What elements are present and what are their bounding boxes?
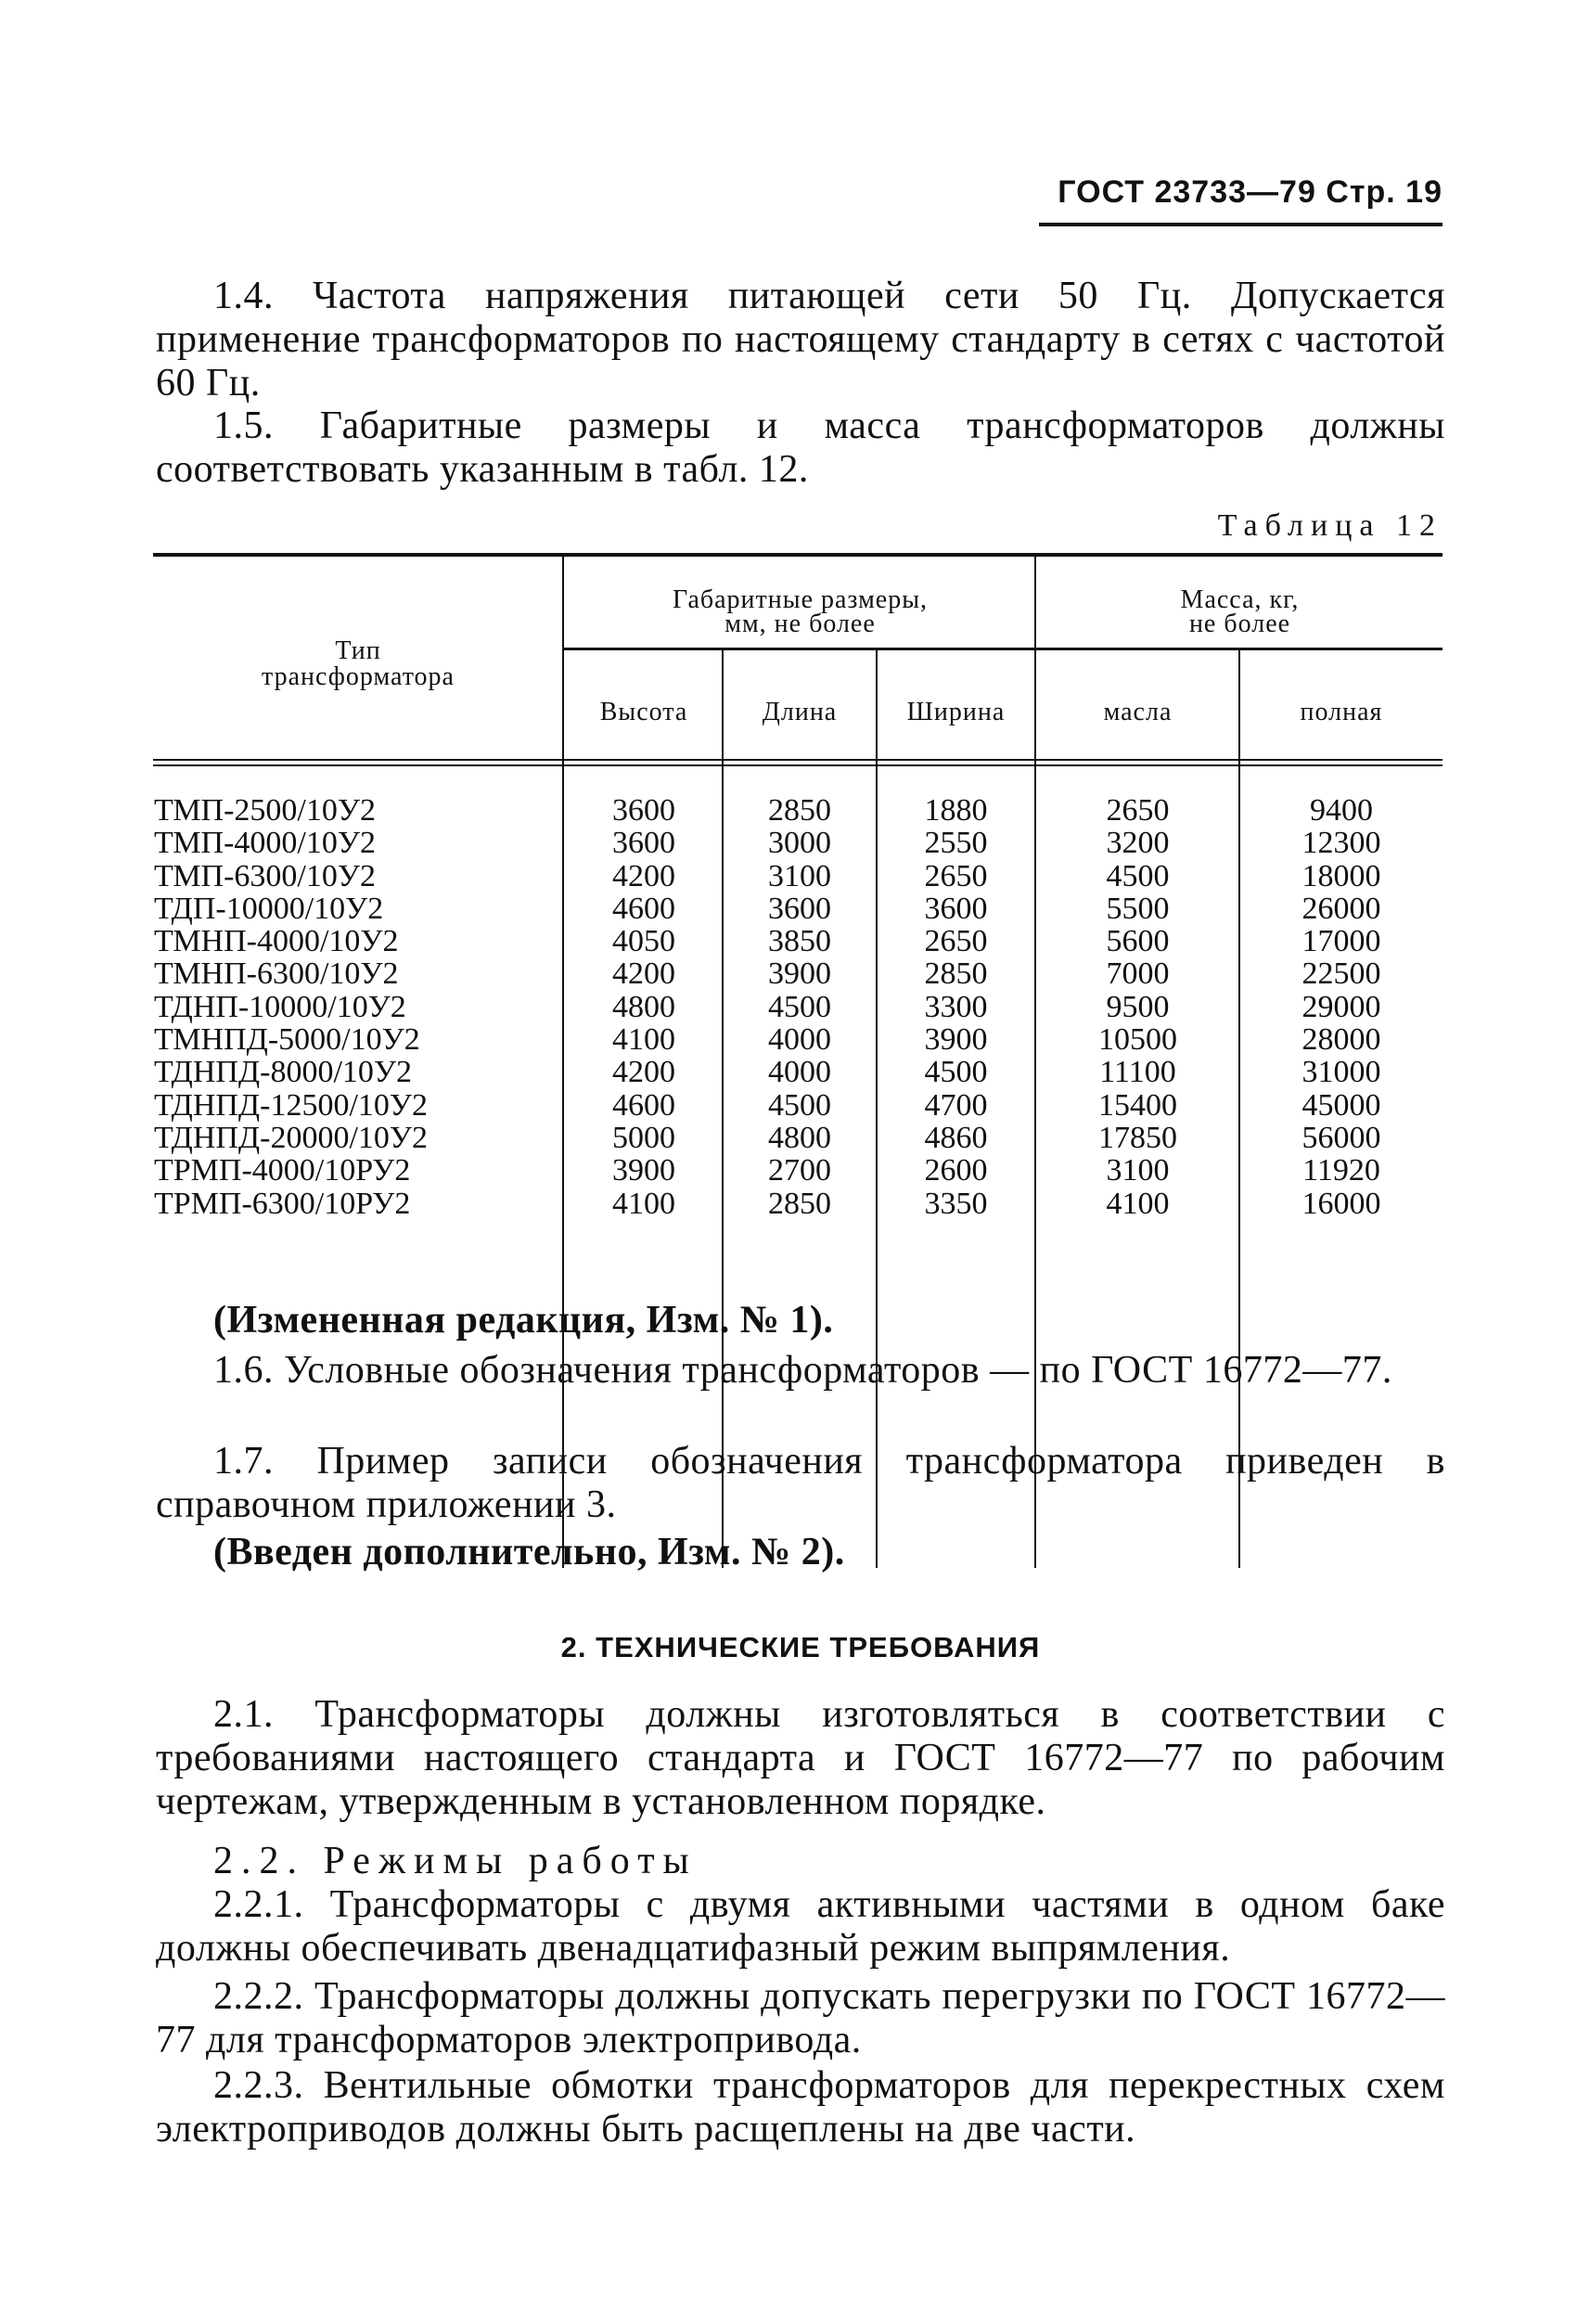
table-cell-value: 3600 [612,826,675,861]
table-cell-value: 4600 [612,1087,675,1123]
table-column-length [724,794,876,1220]
table-cell-value: 11100 [1099,1055,1176,1090]
table-cell-value: 17000 [1301,924,1381,959]
table-cell-value: 4000 [768,1022,831,1058]
table-cell-value: 4100 [612,1022,675,1058]
th-width: Ширина [906,698,1006,726]
table-cell-value: 7000 [1106,957,1170,992]
paragraph-2-1: 2.1. Трансформаторы должны изготовляться в соответствии с требованиями настоящего стандарта и ГОСТ 16772—77 по рабочим чертежам, утвержденным в установленном порядке. [156,1693,1445,1823]
table-cell-value: 3600 [768,891,831,926]
table-cell-value: 3600 [612,793,675,828]
table-cell-value: 2600 [924,1153,988,1188]
table-cell-type: ТДП-10000/10У2 [154,891,384,926]
table-cell-value: 2850 [924,957,988,992]
table-cell-value: 3350 [924,1186,988,1221]
table-cell-value: 11920 [1302,1153,1380,1188]
table-cell-value: 2650 [924,924,988,959]
table-cell-type: ТМП-2500/10У2 [154,793,376,828]
edit-note-1: (Измененная редакция, Изм. № 1). [213,1299,834,1342]
table-header-bottom-rule-1 [153,759,1442,761]
th-oil: масла [1103,698,1173,726]
table-header-split-rule [564,648,1442,650]
table-cell-value: 3000 [768,826,831,861]
th-mass-line1: Масса, кг, [1180,585,1300,614]
table-cell-type: ТМНП-6300/10У2 [154,957,399,992]
table-cell-value: 10500 [1098,1022,1177,1058]
table-cell-value: 16000 [1301,1186,1381,1221]
table-cell-type: ТДНПД-20000/10У2 [154,1120,428,1155]
table-cell-value: 4700 [924,1087,988,1123]
table-cell-value: 4600 [612,891,675,926]
table-cell-value: 17850 [1098,1120,1177,1155]
table-cell-value: 12300 [1301,826,1381,861]
paragraph-2-2-2: 2.2.2. Трансформаторы должны допускать перегрузки по ГОСТ 16772—77 для трансформаторов электропривода. [156,1975,1445,2061]
table-cell-value: 3300 [924,989,988,1024]
table-cell-value: 22500 [1301,957,1381,992]
paragraph-1-7: 1.7. Пример записи обозначения трансформатора приведен в справочном приложении 3. [156,1440,1445,1526]
th-dims-line2: мм, не более [724,610,876,638]
table-cell-value: 4100 [1106,1186,1170,1221]
table-cell-type: ТМП-6300/10У2 [154,858,376,893]
table-cell-value: 4100 [612,1186,675,1221]
table-cell-value: 15400 [1098,1087,1177,1123]
table-column-total-mass [1240,794,1442,1220]
table-cell-value: 1880 [924,793,988,828]
table-cell-value: 3900 [768,957,831,992]
table-cell-value: 4050 [612,924,675,959]
table-cell-value: 4200 [612,1055,675,1090]
table-cell-value: 9400 [1310,793,1373,828]
table-cell-value: 4200 [612,957,675,992]
table-cell-value: 26000 [1301,891,1381,926]
paragraph-2-2-3: 2.2.3. Вентильные обмотки трансформаторов для перекрестных схем электроприводов должны быть расщеплены на две части. [156,2064,1445,2151]
table-cell-value: 2550 [924,826,988,861]
table-column-height [566,794,722,1220]
table-cell-value: 2700 [768,1153,831,1188]
paragraph-1-5: 1.5. Габаритные размеры и масса трансформаторов должны соответствовать указанным в табл. 12. [156,404,1445,491]
paragraph-1-4: 1.4. Частота напряжения питающей сети 50 Гц. Допускается применение трансформаторов по настоящему стандарту в сетях с частотой 60 Гц. [156,275,1445,404]
table-top-rule [153,553,1442,557]
table-cell-value: 4500 [768,989,831,1024]
paragraph-1-6: 1.6. Условные обозначения трансформаторов — по ГОСТ 16772—77. [213,1349,1392,1392]
table-cell-value: 4000 [768,1055,831,1090]
table-cell-value: 2650 [1106,793,1170,828]
table-cell-value: 29000 [1301,989,1381,1024]
table-cell-value: 3900 [924,1022,988,1058]
table-cell-value: 3100 [1106,1153,1170,1188]
section-2-title: 2. ТЕХНИЧЕСКИЕ ТРЕБОВАНИЯ [560,1631,1041,1663]
th-type-line1: Тип [335,636,381,665]
table-cell-type: ТРМП-6300/10РУ2 [154,1186,411,1221]
table-cell-value: 3600 [924,891,988,926]
table-cell-value: 31000 [1301,1055,1381,1090]
edit-note-2: (Введен дополнительно, Изм. № 2). [213,1531,845,1573]
table-cell-value: 3100 [768,858,831,893]
header-rule [1039,223,1442,226]
table-cell-value: 9500 [1106,989,1170,1024]
table-cell-value: 45000 [1301,1087,1381,1123]
table-cell-value: 3200 [1106,826,1170,861]
table-cell-type: ТМП-4000/10У2 [154,826,376,861]
table-cell-value: 4800 [612,989,675,1024]
table-column-width [878,794,1034,1220]
table-cell-value: 4200 [612,858,675,893]
table-cell-type: ТДНП-10000/10У2 [154,989,406,1024]
table-cell-value: 56000 [1301,1120,1381,1155]
table-cell-value: 5000 [612,1120,675,1155]
th-type-line2: трансформатора [261,662,455,691]
table-cell-value: 3900 [612,1153,675,1188]
table-cell-value: 4500 [1106,858,1170,893]
table-cell-value: 2650 [924,858,988,893]
table-cell-type: ТРМП-4000/10РУ2 [154,1153,411,1188]
table-cell-type: ТДНПД-12500/10У2 [154,1087,428,1123]
th-dims-line1: Габаритные размеры, [672,585,929,614]
table-cell-type: ТМНПД-5000/10У2 [154,1022,420,1058]
th-total: полная [1300,698,1383,726]
table-cell-value: 5600 [1106,924,1170,959]
table-cell-value: 4860 [924,1120,988,1155]
table-cell-value: 4800 [768,1120,831,1155]
table-cell-value: 5500 [1106,891,1170,926]
table-cell-value: 18000 [1301,858,1381,893]
page-header: ГОСТ 23733—79 Стр. 19 [1058,174,1442,210]
table-cell-value: 4500 [924,1055,988,1090]
table-column-type [154,794,428,1220]
table-cell-type: ТМНП-4000/10У2 [154,924,399,959]
table-header-bottom-rule-2 [153,764,1442,766]
paragraph-2-2-1: 2.2.1. Трансформаторы с двумя активными частями в одном баке должны обеспечивать двенадцатифазный режим выпрямления. [156,1883,1445,1970]
paragraph-2-2: 2.2. Режимы работы [213,1840,698,1882]
table-cell-value: 2850 [768,793,831,828]
table-cell-value: 3850 [768,924,831,959]
table-cell-type: ТДНПД-8000/10У2 [154,1055,412,1090]
table-vline-4 [1034,557,1036,1568]
th-mass-line2: не более [1188,610,1291,638]
table-caption: Таблица 12 [1217,508,1442,543]
table-vline-1 [562,557,564,1568]
th-height: Высота [599,698,688,726]
table-cell-value: 28000 [1301,1022,1381,1058]
table-column-oil-mass [1037,794,1238,1220]
table-cell-value: 2850 [768,1186,831,1221]
th-length: Длина [762,698,838,726]
table-cell-value: 4500 [768,1087,831,1123]
